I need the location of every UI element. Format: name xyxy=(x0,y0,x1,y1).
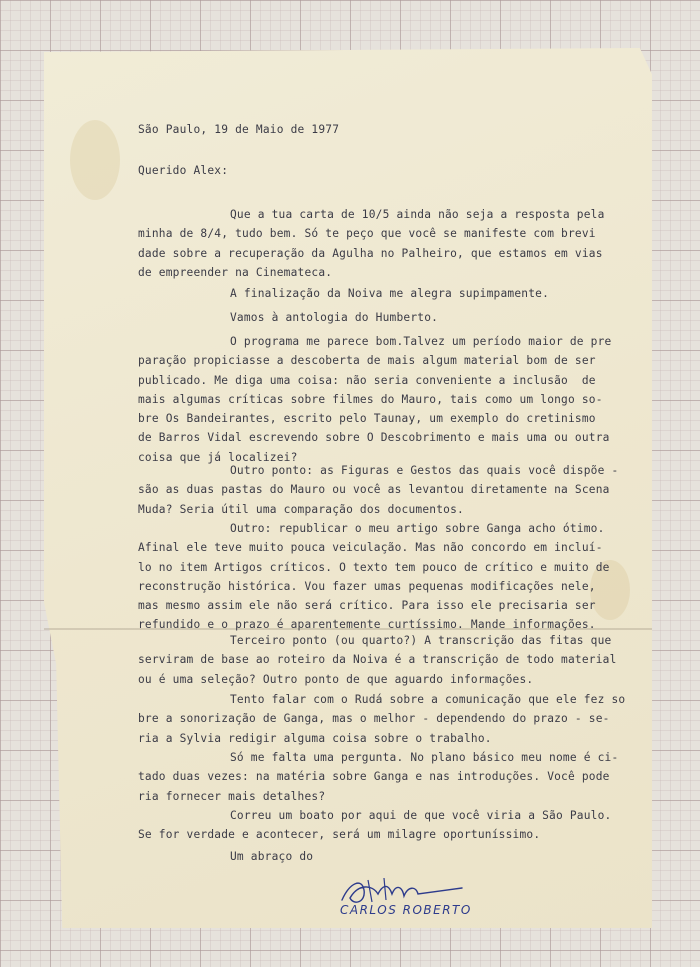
text-line: bre Os Bandeirantes, escrito pelo Taunay, um exemplo do cretinismo xyxy=(138,412,596,426)
text-line: coisa que já localizei? xyxy=(138,450,298,464)
text-line: Terceiro ponto (ou quarto?) A transcrição das fitas que xyxy=(230,634,612,647)
text-line: publicado. Me diga uma coisa: não seria conveniente a inclusão de xyxy=(138,373,596,387)
text-line: minha de 8/4, tudo bem. Só te peço que você se manifeste com brevi xyxy=(138,227,596,241)
text-line: bre a sonorização de Ganga, mas o melhor - dependendo do prazo - se- xyxy=(138,712,610,726)
text-line: O programa me parece bom.Talvez um período maior de pre xyxy=(230,335,612,348)
paragraph xyxy=(138,461,618,519)
text-line: Muda? Seria útil uma comparação dos documentos. xyxy=(138,502,464,516)
text-line: A finalização da Noiva me alegra supimpamente. xyxy=(230,287,550,300)
text-line: Tento falar com o Rudá sobre a comunicação que ele fez so xyxy=(230,693,626,706)
text-line: refundido e o prazo é aparentemente curtíssimo. Mande informações. xyxy=(138,618,596,632)
signature-name: CARLOS ROBERTO xyxy=(340,903,472,917)
text-line: ria fornecer mais detalhes? xyxy=(138,789,326,803)
text-line: mais algumas críticas sobre filmes do Mauro, tais como um longo so- xyxy=(138,392,603,406)
text-line: serviram de base ao roteiro da Noiva é a transcrição de todo material xyxy=(138,653,617,667)
paragraph xyxy=(230,308,438,327)
paragraph xyxy=(230,284,549,303)
text-line: Correu um boato por aqui de que você viria a São Paulo. xyxy=(230,809,612,822)
text-line: paração propiciasse a descoberta de mais algum material bom de ser xyxy=(138,354,596,368)
paragraph xyxy=(138,631,617,689)
text-line: Que a tua carta de 10/5 ainda não seja a resposta pela xyxy=(230,208,605,221)
paragraph xyxy=(138,205,605,282)
text-line: são as duas pastas do Mauro ou você as levantou diretamente na Scena xyxy=(138,483,610,497)
letter-closing: Um abraço do xyxy=(230,850,314,863)
paragraph xyxy=(138,690,625,748)
paragraph xyxy=(138,748,618,806)
text-line: mas mesmo assim ele não será crítico. Para isso ele precisaria ser xyxy=(138,599,596,613)
text-line: Afinal ele teve muito pouca veiculação. Mas não concordo em incluí- xyxy=(138,541,603,555)
paragraph xyxy=(138,806,611,845)
letter-greeting: Querido Alex: xyxy=(138,164,229,177)
text-line: Só me falta uma pergunta. No plano básico meu nome é ci- xyxy=(230,751,619,764)
letter-date: São Paulo, 19 de Maio de 1977 xyxy=(138,123,340,136)
paragraph xyxy=(138,332,611,467)
text-line: ou é uma seleção? Outro ponto de que aguardo informações. xyxy=(138,672,534,686)
text-line: reconstrução histórica. Vou fazer umas pequenas modificações nele, xyxy=(138,579,596,593)
text-line: Outro ponto: as Figuras e Gestos das quais você dispõe - xyxy=(230,464,619,477)
text-line: lo no item Artigos críticos. O texto tem pouco de crítico e muito de xyxy=(138,560,610,574)
text-line: tado duas vezes: na matéria sobre Ganga e nas introduções. Você pode xyxy=(138,770,610,784)
text-line: de Barros Vidal escrevendo sobre O Descobrimento e mais uma ou outra xyxy=(138,431,610,445)
text-line: de empreender na Cinemateca. xyxy=(138,265,333,279)
text-line: dade sobre a recuperação da Agulha no Palheiro, que estamos em vias xyxy=(138,246,603,260)
text-line: ria a Sylvia redigir alguma coisa sobre o trabalho. xyxy=(138,731,492,745)
text-line: Vamos à antologia do Humberto. xyxy=(230,311,439,324)
text-line: Outro: republicar o meu artigo sobre Ganga acho ótimo. xyxy=(230,522,605,535)
text-line: Se for verdade e acontecer, será um milagre oportuníssimo. xyxy=(138,828,541,842)
paragraph xyxy=(138,519,610,635)
